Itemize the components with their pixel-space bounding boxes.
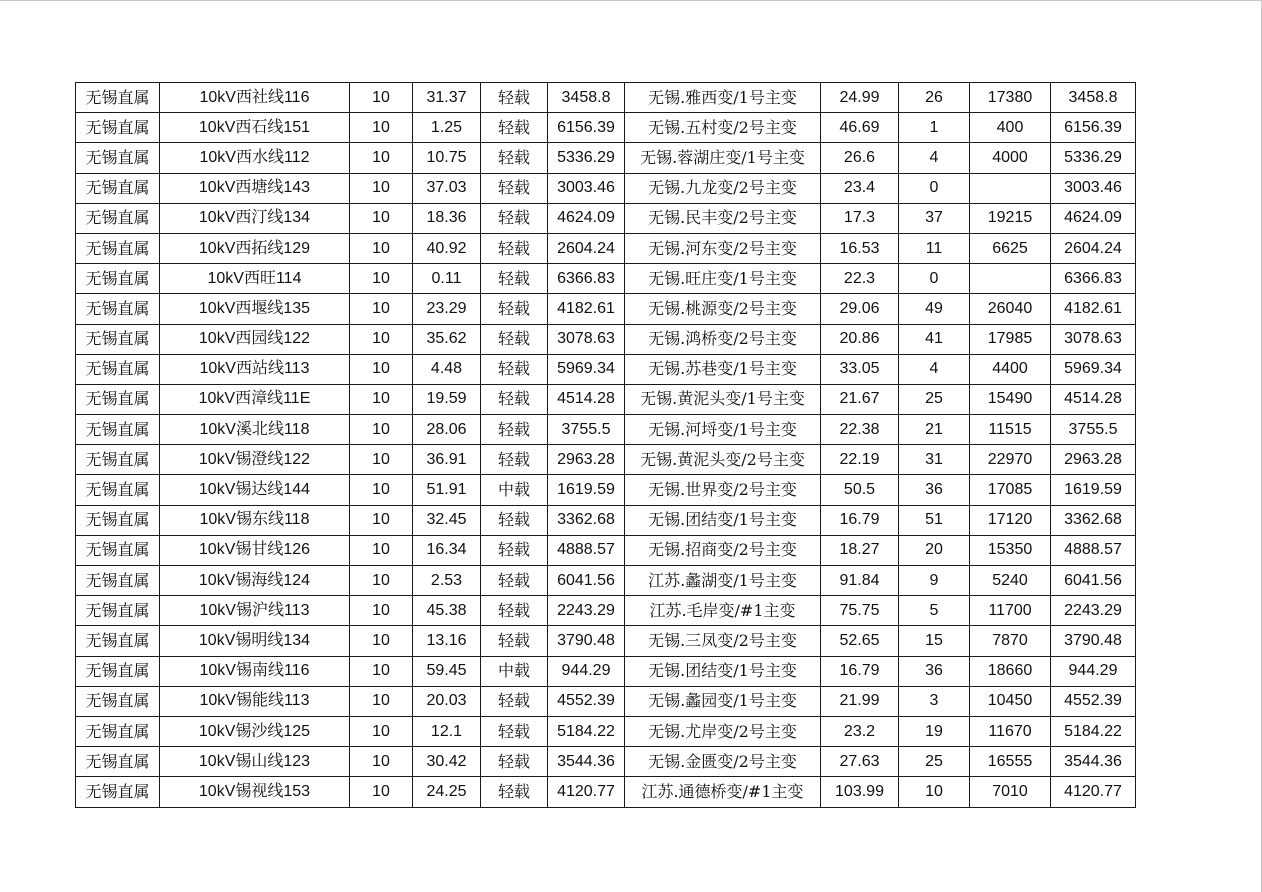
cell-margin: 4120.77 (1051, 777, 1136, 807)
cell-voltage: 10 (350, 656, 413, 686)
cell-count: 51 (899, 505, 970, 535)
cell-unit: 无锡直属 (76, 233, 160, 263)
cell-count: 3 (899, 686, 970, 716)
table-row (76, 294, 1136, 324)
cell-transformer-rate: 17.3 (821, 203, 899, 233)
cell-volume: 17380 (970, 83, 1051, 113)
cell-transformer-rate: 16.53 (821, 233, 899, 263)
table-row (76, 505, 1136, 535)
cell-volume: 10450 (970, 686, 1051, 716)
cell-count: 11 (899, 233, 970, 263)
cell-volume: 4400 (970, 354, 1051, 384)
cell-capacity: 3003.46 (548, 173, 625, 203)
cell-voltage: 10 (350, 203, 413, 233)
cell-load-rate: 13.16 (413, 626, 481, 656)
cell-unit: 无锡直属 (76, 535, 160, 565)
cell-volume: 15490 (970, 384, 1051, 414)
cell-transformer: 无锡.旺庄变/1号主变 (625, 264, 821, 294)
cell-unit: 无锡直属 (76, 415, 160, 445)
cell-margin: 2963.28 (1051, 445, 1136, 475)
cell-load-status: 轻载 (481, 324, 548, 354)
cell-load-status: 轻载 (481, 143, 548, 173)
cell-transformer-rate: 29.06 (821, 294, 899, 324)
table-row (76, 656, 1136, 686)
table-row (76, 596, 1136, 626)
cell-volume (970, 264, 1051, 294)
cell-capacity: 2243.29 (548, 596, 625, 626)
cell-transformer: 江苏.蠡湖变/1号主变 (625, 566, 821, 596)
cell-volume: 26040 (970, 294, 1051, 324)
cell-count: 36 (899, 656, 970, 686)
cell-voltage: 10 (350, 445, 413, 475)
cell-load-status: 轻载 (481, 294, 548, 324)
table-row (76, 83, 1136, 113)
cell-transformer: 无锡.尤岸变/2号主变 (625, 716, 821, 746)
cell-capacity: 4552.39 (548, 686, 625, 716)
cell-line-name: 10kV西汀线134 (160, 203, 350, 233)
cell-unit: 无锡直属 (76, 505, 160, 535)
cell-unit: 无锡直属 (76, 324, 160, 354)
cell-line-name: 10kV西旺114 (160, 264, 350, 294)
cell-unit: 无锡直属 (76, 596, 160, 626)
cell-load-status: 轻载 (481, 747, 548, 777)
cell-load-rate: 32.45 (413, 505, 481, 535)
cell-load-rate: 12.1 (413, 716, 481, 746)
cell-count: 5 (899, 596, 970, 626)
cell-transformer: 无锡.团结变/1号主变 (625, 656, 821, 686)
cell-margin: 1619.59 (1051, 475, 1136, 505)
table-row (76, 686, 1136, 716)
cell-volume: 11700 (970, 596, 1051, 626)
cell-load-status: 轻载 (481, 83, 548, 113)
cell-voltage: 10 (350, 747, 413, 777)
table-row (76, 264, 1136, 294)
cell-margin: 3790.48 (1051, 626, 1136, 656)
cell-margin: 2604.24 (1051, 233, 1136, 263)
cell-transformer: 无锡.招商变/2号主变 (625, 535, 821, 565)
cell-line-name: 10kV锡沪线113 (160, 596, 350, 626)
cell-line-name: 10kV锡东线118 (160, 505, 350, 535)
cell-load-rate: 59.45 (413, 656, 481, 686)
table-row (76, 113, 1136, 143)
table-row (76, 626, 1136, 656)
cell-transformer-rate: 91.84 (821, 566, 899, 596)
cell-load-rate: 18.36 (413, 203, 481, 233)
cell-load-rate: 1.25 (413, 113, 481, 143)
cell-load-status: 轻载 (481, 505, 548, 535)
cell-unit: 无锡直属 (76, 566, 160, 596)
table-row (76, 324, 1136, 354)
cell-transformer: 无锡.蠡园变/1号主变 (625, 686, 821, 716)
cell-transformer-rate: 22.19 (821, 445, 899, 475)
cell-voltage: 10 (350, 777, 413, 807)
cell-transformer: 无锡.蓉湖庄变/1号主变 (625, 143, 821, 173)
cell-transformer-rate: 18.27 (821, 535, 899, 565)
cell-load-rate: 19.59 (413, 384, 481, 414)
cell-transformer: 无锡.金匮变/2号主变 (625, 747, 821, 777)
cell-volume: 17985 (970, 324, 1051, 354)
cell-transformer: 无锡.鸿桥变/2号主变 (625, 324, 821, 354)
cell-transformer-rate: 33.05 (821, 354, 899, 384)
cell-count: 4 (899, 354, 970, 384)
cell-line-name: 10kV西石线151 (160, 113, 350, 143)
cell-capacity: 6156.39 (548, 113, 625, 143)
cell-voltage: 10 (350, 505, 413, 535)
cell-volume: 7010 (970, 777, 1051, 807)
cell-load-rate: 51.91 (413, 475, 481, 505)
cell-unit: 无锡直属 (76, 445, 160, 475)
cell-transformer-rate: 103.99 (821, 777, 899, 807)
cell-transformer: 无锡.河东变/2号主变 (625, 233, 821, 263)
cell-line-name: 10kV锡南线116 (160, 656, 350, 686)
cell-capacity: 6041.56 (548, 566, 625, 596)
cell-transformer: 无锡.河埒变/1号主变 (625, 415, 821, 445)
cell-line-name: 10kV西漳线11E (160, 384, 350, 414)
cell-line-name: 10kV西拓线129 (160, 233, 350, 263)
table-row (76, 415, 1136, 445)
cell-voltage: 10 (350, 716, 413, 746)
cell-margin: 3003.46 (1051, 173, 1136, 203)
cell-transformer-rate: 23.2 (821, 716, 899, 746)
cell-count: 37 (899, 203, 970, 233)
cell-transformer-rate: 52.65 (821, 626, 899, 656)
cell-load-status: 轻载 (481, 173, 548, 203)
cell-capacity: 4888.57 (548, 535, 625, 565)
cell-count: 4 (899, 143, 970, 173)
cell-count: 36 (899, 475, 970, 505)
table-row (76, 445, 1136, 475)
table-row (76, 233, 1136, 263)
cell-load-rate: 30.42 (413, 747, 481, 777)
cell-transformer-rate: 20.86 (821, 324, 899, 354)
cell-margin: 5184.22 (1051, 716, 1136, 746)
cell-voltage: 10 (350, 294, 413, 324)
cell-line-name: 10kV西塘线143 (160, 173, 350, 203)
cell-line-name: 10kV西园线122 (160, 324, 350, 354)
cell-transformer: 无锡.五村变/2号主变 (625, 113, 821, 143)
cell-transformer: 无锡.三凤变/2号主变 (625, 626, 821, 656)
cell-transformer-rate: 21.67 (821, 384, 899, 414)
cell-capacity: 944.29 (548, 656, 625, 686)
cell-voltage: 10 (350, 324, 413, 354)
cell-voltage: 10 (350, 596, 413, 626)
cell-transformer: 无锡.黄泥头变/2号主变 (625, 445, 821, 475)
cell-load-status: 轻载 (481, 566, 548, 596)
cell-load-status: 轻载 (481, 686, 548, 716)
cell-margin: 3362.68 (1051, 505, 1136, 535)
cell-transformer-rate: 50.5 (821, 475, 899, 505)
cell-unit: 无锡直属 (76, 716, 160, 746)
cell-count: 25 (899, 384, 970, 414)
cell-load-rate: 36.91 (413, 445, 481, 475)
cell-transformer-rate: 22.38 (821, 415, 899, 445)
cell-voltage: 10 (350, 233, 413, 263)
cell-load-rate: 31.37 (413, 83, 481, 113)
cell-count: 9 (899, 566, 970, 596)
cell-transformer-rate: 46.69 (821, 113, 899, 143)
cell-margin: 4182.61 (1051, 294, 1136, 324)
cell-margin: 5336.29 (1051, 143, 1136, 173)
cell-load-rate: 4.48 (413, 354, 481, 384)
cell-capacity: 4624.09 (548, 203, 625, 233)
cell-volume: 6625 (970, 233, 1051, 263)
cell-unit: 无锡直属 (76, 294, 160, 324)
cell-capacity: 5184.22 (548, 716, 625, 746)
cell-margin: 4888.57 (1051, 535, 1136, 565)
table-row (76, 716, 1136, 746)
cell-load-status: 轻载 (481, 354, 548, 384)
feeder-load-table (75, 82, 1136, 808)
cell-transformer-rate: 75.75 (821, 596, 899, 626)
cell-count: 0 (899, 264, 970, 294)
table-row (76, 475, 1136, 505)
cell-transformer-rate: 22.3 (821, 264, 899, 294)
cell-load-status: 轻载 (481, 535, 548, 565)
cell-capacity: 1619.59 (548, 475, 625, 505)
cell-voltage: 10 (350, 264, 413, 294)
cell-capacity: 3544.36 (548, 747, 625, 777)
cell-volume: 17120 (970, 505, 1051, 535)
cell-count: 15 (899, 626, 970, 656)
cell-capacity: 4182.61 (548, 294, 625, 324)
cell-voltage: 10 (350, 173, 413, 203)
cell-line-name: 10kV西社线116 (160, 83, 350, 113)
cell-load-status: 中载 (481, 656, 548, 686)
cell-voltage: 10 (350, 566, 413, 596)
table-row (76, 143, 1136, 173)
cell-volume: 11515 (970, 415, 1051, 445)
cell-margin: 4514.28 (1051, 384, 1136, 414)
cell-capacity: 3362.68 (548, 505, 625, 535)
cell-count: 31 (899, 445, 970, 475)
cell-margin: 3544.36 (1051, 747, 1136, 777)
cell-line-name: 10kV锡沙线125 (160, 716, 350, 746)
cell-unit: 无锡直属 (76, 354, 160, 384)
cell-line-name: 10kV锡海线124 (160, 566, 350, 596)
cell-margin: 6156.39 (1051, 113, 1136, 143)
cell-count: 26 (899, 83, 970, 113)
cell-load-rate: 24.25 (413, 777, 481, 807)
cell-load-status: 轻载 (481, 716, 548, 746)
cell-unit: 无锡直属 (76, 777, 160, 807)
cell-load-status: 轻载 (481, 445, 548, 475)
cell-transformer: 无锡.世界变/2号主变 (625, 475, 821, 505)
cell-capacity: 6366.83 (548, 264, 625, 294)
cell-transformer: 江苏.通德桥变/#1主变 (625, 777, 821, 807)
cell-margin: 3458.8 (1051, 83, 1136, 113)
cell-capacity: 3458.8 (548, 83, 625, 113)
cell-unit: 无锡直属 (76, 686, 160, 716)
cell-load-rate: 16.34 (413, 535, 481, 565)
cell-capacity: 3790.48 (548, 626, 625, 656)
cell-count: 25 (899, 747, 970, 777)
cell-volume (970, 173, 1051, 203)
cell-load-rate: 28.06 (413, 415, 481, 445)
cell-voltage: 10 (350, 384, 413, 414)
cell-count: 19 (899, 716, 970, 746)
cell-voltage: 10 (350, 354, 413, 384)
cell-line-name: 10kV锡达线144 (160, 475, 350, 505)
cell-unit: 无锡直属 (76, 143, 160, 173)
cell-transformer-rate: 21.99 (821, 686, 899, 716)
cell-load-rate: 35.62 (413, 324, 481, 354)
table-row (76, 203, 1136, 233)
cell-margin: 944.29 (1051, 656, 1136, 686)
cell-transformer: 无锡.民丰变/2号主变 (625, 203, 821, 233)
cell-capacity: 4120.77 (548, 777, 625, 807)
cell-voltage: 10 (350, 143, 413, 173)
cell-unit: 无锡直属 (76, 113, 160, 143)
cell-capacity: 4514.28 (548, 384, 625, 414)
cell-load-status: 轻载 (481, 596, 548, 626)
table-row (76, 747, 1136, 777)
cell-transformer: 无锡.桃源变/2号主变 (625, 294, 821, 324)
cell-transformer-rate: 23.4 (821, 173, 899, 203)
cell-line-name: 10kV西水线112 (160, 143, 350, 173)
cell-unit: 无锡直属 (76, 656, 160, 686)
cell-unit: 无锡直属 (76, 384, 160, 414)
cell-volume: 16555 (970, 747, 1051, 777)
cell-load-rate: 23.29 (413, 294, 481, 324)
cell-count: 41 (899, 324, 970, 354)
cell-load-rate: 40.92 (413, 233, 481, 263)
cell-margin: 4624.09 (1051, 203, 1136, 233)
cell-load-status: 轻载 (481, 384, 548, 414)
cell-voltage: 10 (350, 113, 413, 143)
table-row (76, 354, 1136, 384)
cell-capacity: 2604.24 (548, 233, 625, 263)
cell-load-rate: 37.03 (413, 173, 481, 203)
cell-unit: 无锡直属 (76, 203, 160, 233)
cell-transformer: 无锡.苏巷变/1号主变 (625, 354, 821, 384)
cell-volume: 15350 (970, 535, 1051, 565)
cell-voltage: 10 (350, 475, 413, 505)
cell-volume: 19215 (970, 203, 1051, 233)
cell-transformer: 无锡.雅西变/1号主变 (625, 83, 821, 113)
cell-load-rate: 10.75 (413, 143, 481, 173)
cell-voltage: 10 (350, 415, 413, 445)
cell-line-name: 10kV锡山线123 (160, 747, 350, 777)
cell-load-status: 轻载 (481, 626, 548, 656)
cell-voltage: 10 (350, 83, 413, 113)
cell-line-name: 10kV锡澄线122 (160, 445, 350, 475)
cell-unit: 无锡直属 (76, 173, 160, 203)
cell-margin: 5969.34 (1051, 354, 1136, 384)
cell-capacity: 5969.34 (548, 354, 625, 384)
cell-volume: 11670 (970, 716, 1051, 746)
table-row (76, 535, 1136, 565)
cell-transformer-rate: 16.79 (821, 505, 899, 535)
cell-capacity: 5336.29 (548, 143, 625, 173)
cell-unit: 无锡直属 (76, 264, 160, 294)
cell-volume: 17085 (970, 475, 1051, 505)
cell-unit: 无锡直属 (76, 83, 160, 113)
cell-transformer: 无锡.九龙变/2号主变 (625, 173, 821, 203)
cell-volume: 5240 (970, 566, 1051, 596)
cell-line-name: 10kV锡能线113 (160, 686, 350, 716)
cell-load-status: 轻载 (481, 777, 548, 807)
cell-load-status: 轻载 (481, 415, 548, 445)
cell-unit: 无锡直属 (76, 475, 160, 505)
cell-line-name: 10kV锡明线134 (160, 626, 350, 656)
cell-voltage: 10 (350, 626, 413, 656)
cell-count: 10 (899, 777, 970, 807)
cell-count: 0 (899, 173, 970, 203)
cell-load-rate: 45.38 (413, 596, 481, 626)
cell-unit: 无锡直属 (76, 747, 160, 777)
cell-transformer-rate: 27.63 (821, 747, 899, 777)
cell-count: 49 (899, 294, 970, 324)
cell-load-rate: 2.53 (413, 566, 481, 596)
cell-transformer: 无锡.黄泥头变/1号主变 (625, 384, 821, 414)
cell-load-status: 轻载 (481, 203, 548, 233)
cell-margin: 3755.5 (1051, 415, 1136, 445)
cell-line-name: 10kV西堰线135 (160, 294, 350, 324)
table-row (76, 173, 1136, 203)
cell-load-rate: 0.11 (413, 264, 481, 294)
table-row (76, 384, 1136, 414)
table-row (76, 566, 1136, 596)
cell-margin: 6041.56 (1051, 566, 1136, 596)
cell-margin: 4552.39 (1051, 686, 1136, 716)
cell-load-status: 轻载 (481, 113, 548, 143)
cell-line-name: 10kV锡甘线126 (160, 535, 350, 565)
cell-voltage: 10 (350, 535, 413, 565)
cell-margin: 3078.63 (1051, 324, 1136, 354)
cell-unit: 无锡直属 (76, 626, 160, 656)
cell-capacity: 2963.28 (548, 445, 625, 475)
cell-voltage: 10 (350, 686, 413, 716)
table-body (76, 83, 1136, 808)
cell-transformer-rate: 26.6 (821, 143, 899, 173)
cell-line-name: 10kV西站线113 (160, 354, 350, 384)
cell-transformer-rate: 16.79 (821, 656, 899, 686)
cell-volume: 400 (970, 113, 1051, 143)
cell-load-rate: 20.03 (413, 686, 481, 716)
cell-count: 21 (899, 415, 970, 445)
cell-capacity: 3078.63 (548, 324, 625, 354)
cell-transformer: 无锡.团结变/1号主变 (625, 505, 821, 535)
cell-margin: 6366.83 (1051, 264, 1136, 294)
table-row (76, 777, 1136, 807)
cell-count: 1 (899, 113, 970, 143)
cell-load-status: 中载 (481, 475, 548, 505)
cell-volume: 4000 (970, 143, 1051, 173)
cell-load-status: 轻载 (481, 264, 548, 294)
cell-volume: 18660 (970, 656, 1051, 686)
cell-margin: 2243.29 (1051, 596, 1136, 626)
cell-capacity: 3755.5 (548, 415, 625, 445)
cell-line-name: 10kV溪北线118 (160, 415, 350, 445)
cell-transformer: 江苏.毛岸变/#1主变 (625, 596, 821, 626)
cell-load-status: 轻载 (481, 233, 548, 263)
cell-count: 20 (899, 535, 970, 565)
cell-volume: 22970 (970, 445, 1051, 475)
cell-transformer-rate: 24.99 (821, 83, 899, 113)
cell-line-name: 10kV锡视线153 (160, 777, 350, 807)
cell-volume: 7870 (970, 626, 1051, 656)
